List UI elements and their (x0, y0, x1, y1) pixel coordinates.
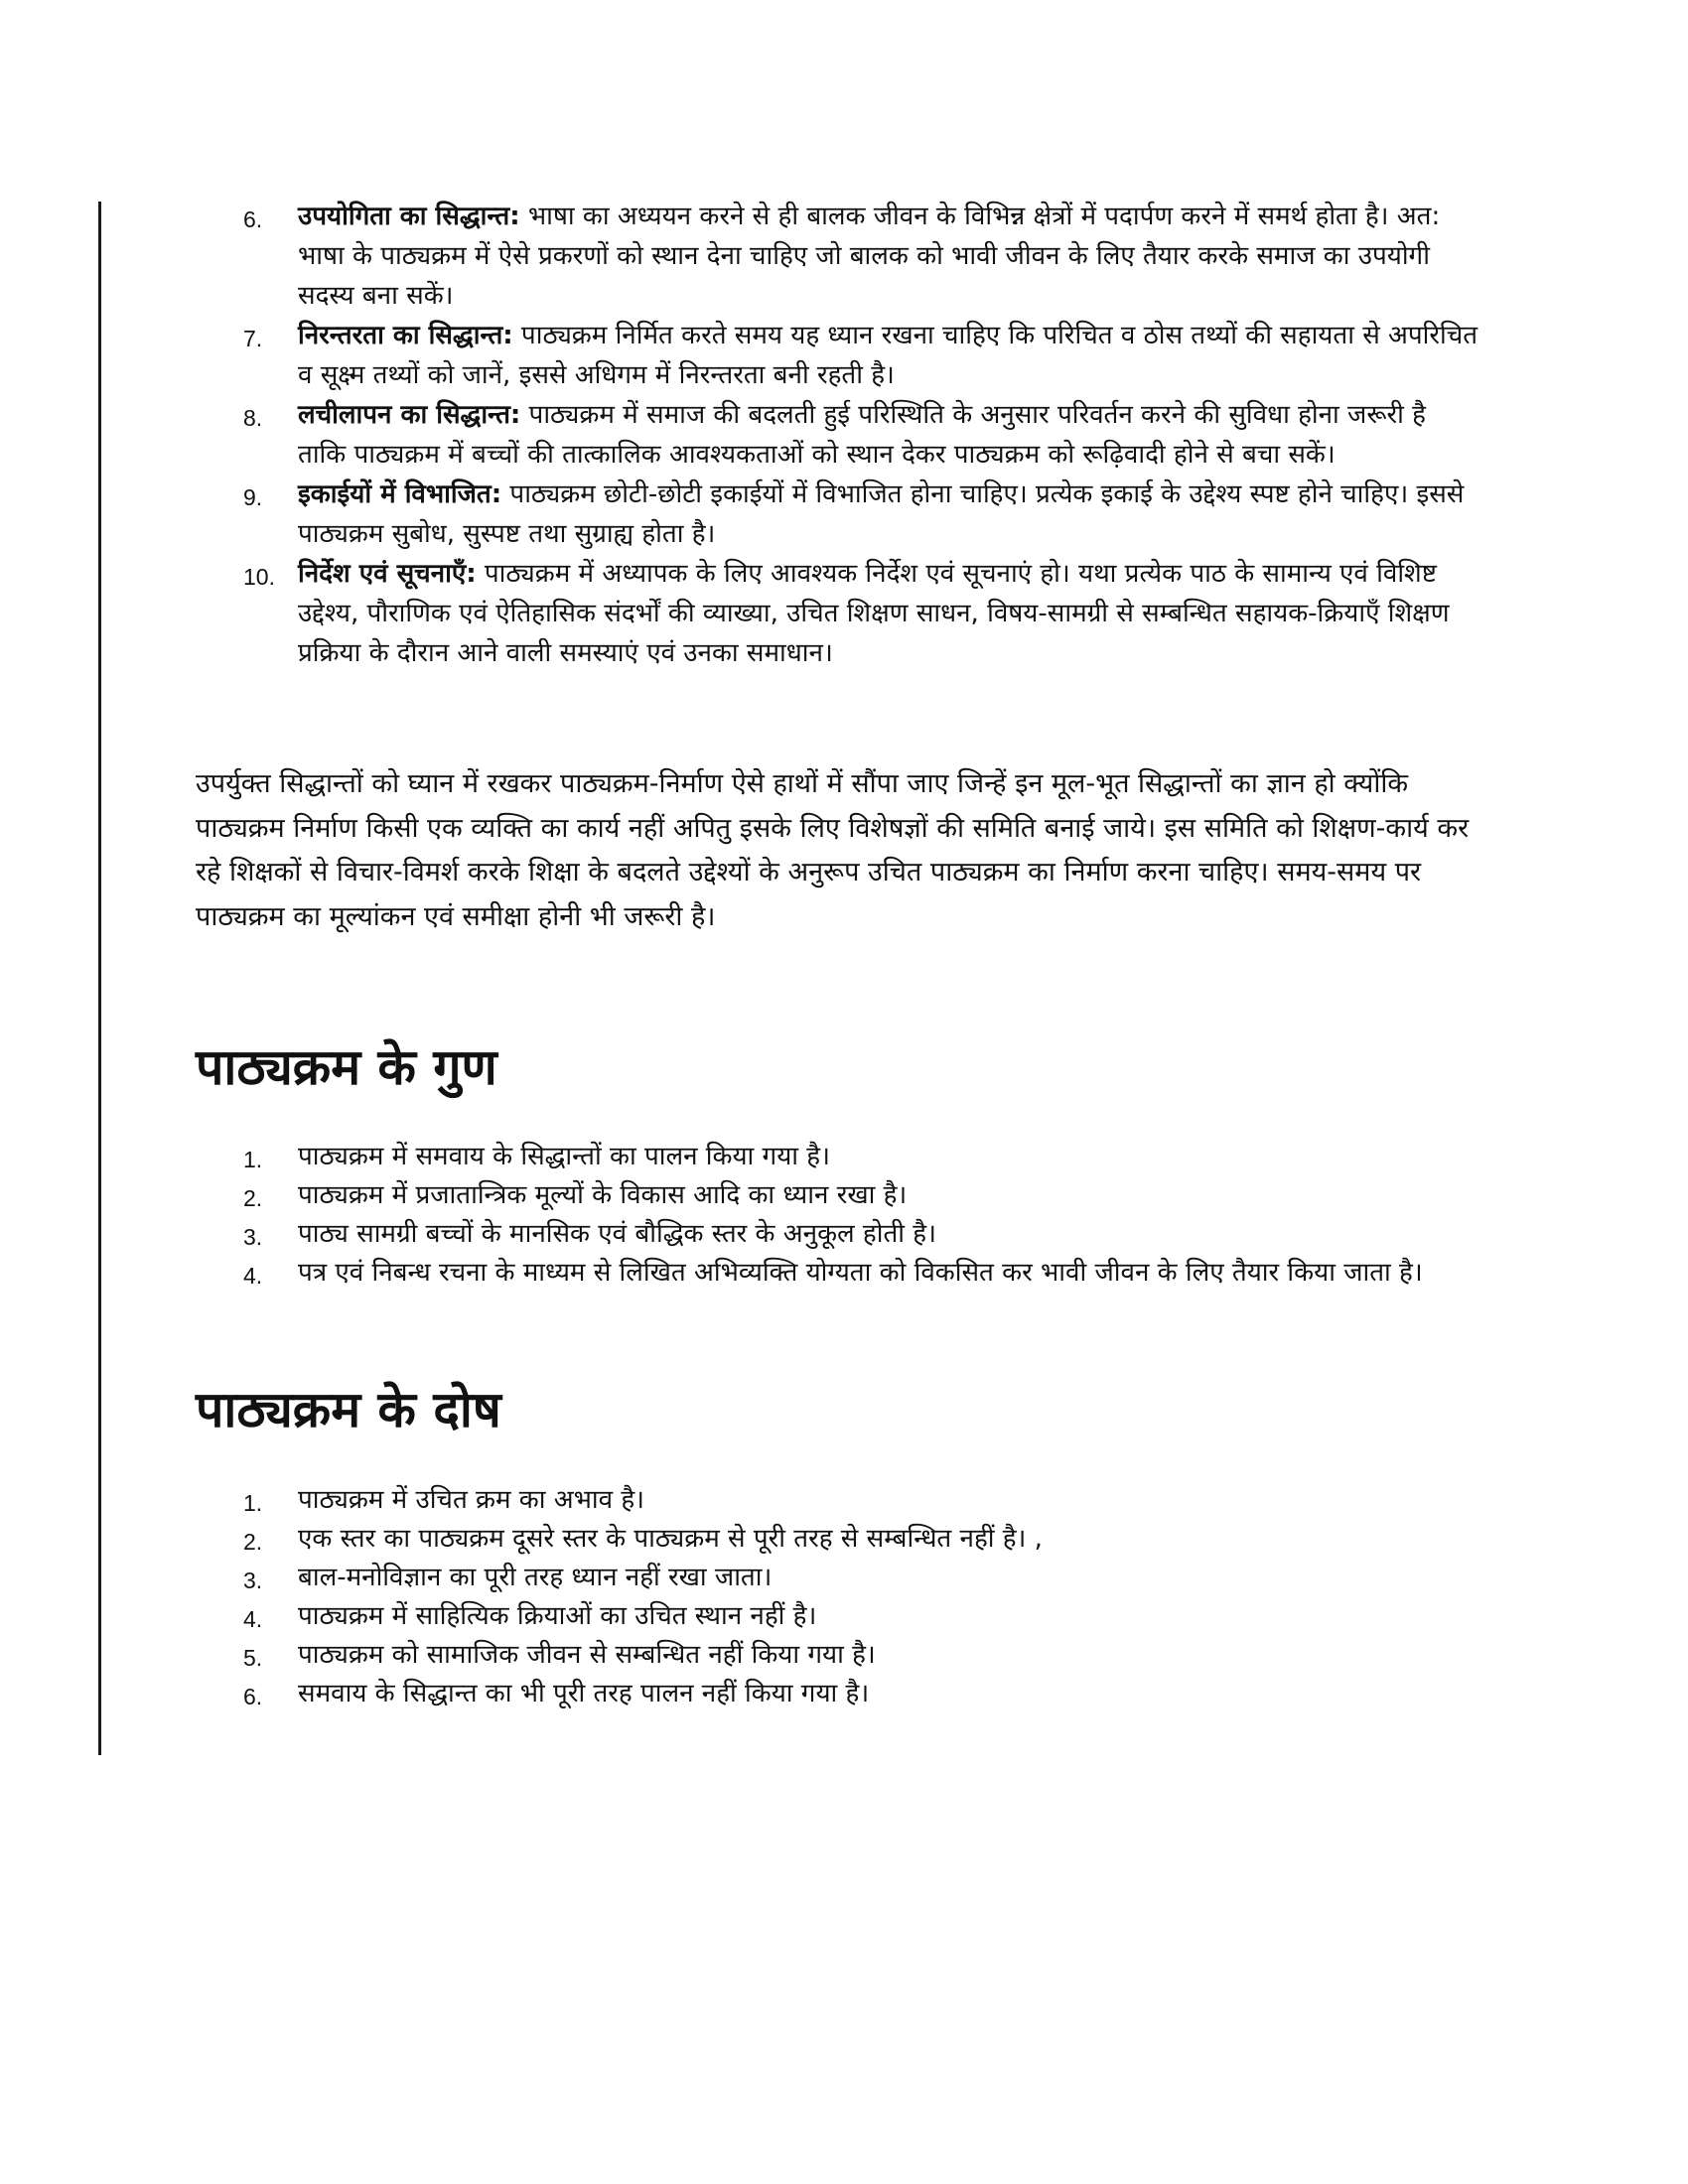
list-item (243, 1481, 1479, 1520)
body-paragraph: उपर्युक्त सिद्धान्तों को घ्यान में रखकर पाठ्यक्रम-निर्माण ऐसे हाथों में सौंपा जाए जिन्हें इन मूल-भूत सिद्धान्तों का ज्ञान हो क्योंकि पाठ्यक्रम निर्माण किसी एक व्यक्ति का कार्य नहीं अपितु इसके लिए विशेषज्ञों की समिति बनाई जाये। इस समिति को शिक्षण-कार्य कर रहे शिक्षकों से विचार-विमर्श करके शिक्षा के बदलते उद्देश्यों के अनुरूप उचित पाठ्यक्रम का निर्माण करना चाहिए। समय-समय पर पाठ्यक्रम का मूल्यांकन एवं समीक्षा होनी भी जरूरी है। (196, 768, 1470, 932)
list-item (243, 395, 1479, 475)
item-text: पाठ्यक्रम में साहित्यिक क्रियाओं का उचित स्थान नहीं है। (298, 1601, 817, 1631)
margin-rule (98, 202, 101, 1755)
item-text: पाठ्यक्रम निर्मित करते समय यह ध्यान रखना चाहिए कि परिचित व ठोस तथ्यों की सहायता से अपरिचित व सूक्ष्म तथ्यों को जानें, इससे अधिगम में निरन्तरता बनी रहती है। (298, 321, 1478, 390)
item-number: 9. (243, 484, 263, 510)
item-term: लचीलापन का सिद्धान्त: (298, 400, 521, 430)
item-number: 4. (243, 1263, 263, 1289)
list-item (243, 1176, 1479, 1215)
item-text: पाठ्यक्रम में समवाय के सिद्धान्तों का पालन किया गया है। (298, 1142, 830, 1171)
demerits-list (243, 1481, 1479, 1713)
list-item (243, 1138, 1479, 1176)
item-text: भाषा का अध्ययन करने से ही बालक जीवन के विभिन्न क्षेत्रों में पदार्पण करने में समर्थ होता है। अत: भाषा के पाठ्यक्रम में ऐसे प्रकरणों को स्थान देना चाहिए जो बालक को भावी जीवन के लिए तैयार करके समाज का उपयोगी सदस्य बना सकें। (298, 202, 1441, 311)
item-term: इकाईयों में विभाजित: (298, 479, 502, 509)
item-number: 3. (243, 1568, 263, 1593)
item-number: 6. (243, 206, 263, 232)
list-item (243, 1559, 1479, 1597)
principles-list (243, 197, 1479, 673)
item-text: पाठ्यक्रम में प्रजातान्त्रिक मूल्यों के विकास आदि का ध्यान रखा है। (298, 1180, 908, 1210)
item-text: बाल-मनोविज्ञान का पूरी तरह ध्यान नहीं रखा जाता। (298, 1563, 773, 1592)
item-number: 4. (243, 1606, 263, 1632)
item-number: 2. (243, 1529, 263, 1555)
item-number: 10. (243, 564, 275, 590)
item-text: पाठ्यक्रम छोटी-छोटी इकाईयों में विभाजित होना चाहिए। प्रत्येक इकाई के उद्देश्य स्पष्ट होने चाहिए। इससे पाठ्यक्रम सुबोध, सुस्पष्ट तथा सुग्राह्य होता है। (298, 479, 1465, 549)
item-text: पाठ्य सामग्री बच्चों के मानसिक एवं बौद्धिक स्तर के अनुकूल होती है। (298, 1219, 936, 1249)
item-text: पाठ्यक्रम में उचित क्रम का अभाव है। (298, 1485, 645, 1515)
list-item (243, 197, 1479, 316)
list-item (243, 1254, 1479, 1293)
list-item (243, 554, 1479, 673)
item-number: 1. (243, 1490, 263, 1516)
list-item (243, 316, 1479, 395)
item-term: निर्देश एवं सूचनाएँ: (298, 559, 477, 589)
item-term: उपयोगिता का सिद्धान्त: (298, 202, 520, 231)
demerits-heading: पाठ्यक्रम के दोष (196, 1381, 501, 1438)
list-item (243, 1520, 1479, 1559)
merits-heading: पाठ्यक्रम के गुण (196, 1038, 497, 1096)
item-number: 6. (243, 1684, 263, 1709)
item-text: पाठ्यक्रम को सामाजिक जीवन से सम्बन्धित नहीं किया गया है। (298, 1640, 876, 1670)
list-item (243, 1215, 1479, 1254)
item-number: 2. (243, 1185, 263, 1211)
item-text: पत्र एवं निबन्ध रचना के माध्यम से लिखित अभिव्यक्ति योग्यता को विकसित कर भावी जीवन के लिए तैयार किया जाता है। (298, 1258, 1423, 1288)
item-text: पाठ्यक्रम में अध्यापक के लिए आवश्यक निर्देश एवं सूचनाएं हो। यथा प्रत्येक पाठ के सामान्य एवं विशिष्ट उद्देश्य, पौराणिक एवं ऐतिहासिक संदर्भों की व्याख्या, उचित शिक्षण साधन, विषय-सामग्री से सम्बन्धित सहायक-क्रियाएँ शिक्षण प्रक्रिया के दौरान आने वाली समस्याएं एवं उनका समाधान। (298, 559, 1450, 668)
item-number: 3. (243, 1224, 263, 1250)
item-number: 5. (243, 1645, 263, 1671)
item-term: निरन्तरता का सिद्धान्त: (298, 321, 513, 350)
item-number: 1. (243, 1147, 263, 1172)
merits-list (243, 1138, 1479, 1293)
item-number: 7. (243, 326, 263, 351)
item-text: एक स्तर का पाठ्यक्रम दूसरे स्तर के पाठ्यक्रम से पूरी तरह से सम्बन्धित नहीं है। , (298, 1524, 1043, 1554)
list-item (243, 1675, 1479, 1713)
list-item (243, 475, 1479, 554)
list-item (243, 1597, 1479, 1636)
item-text: समवाय के सिद्धान्त का भी पूरी तरह पालन नहीं किया गया है। (298, 1679, 870, 1708)
list-item (243, 1636, 1479, 1675)
item-number: 8. (243, 405, 263, 431)
item-text: पाठ्यक्रम में समाज की बदलती हुई परिस्थिति के अनुसार परिवर्तन करने की सुविधा होना जरूरी है ताकि पाठ्यक्रम में बच्चों की तात्कालिक आवश्यकताओं को स्थान देकर पाठ्यक्रम को रूढ़िवादी होने से बचा सकें। (298, 400, 1426, 470)
